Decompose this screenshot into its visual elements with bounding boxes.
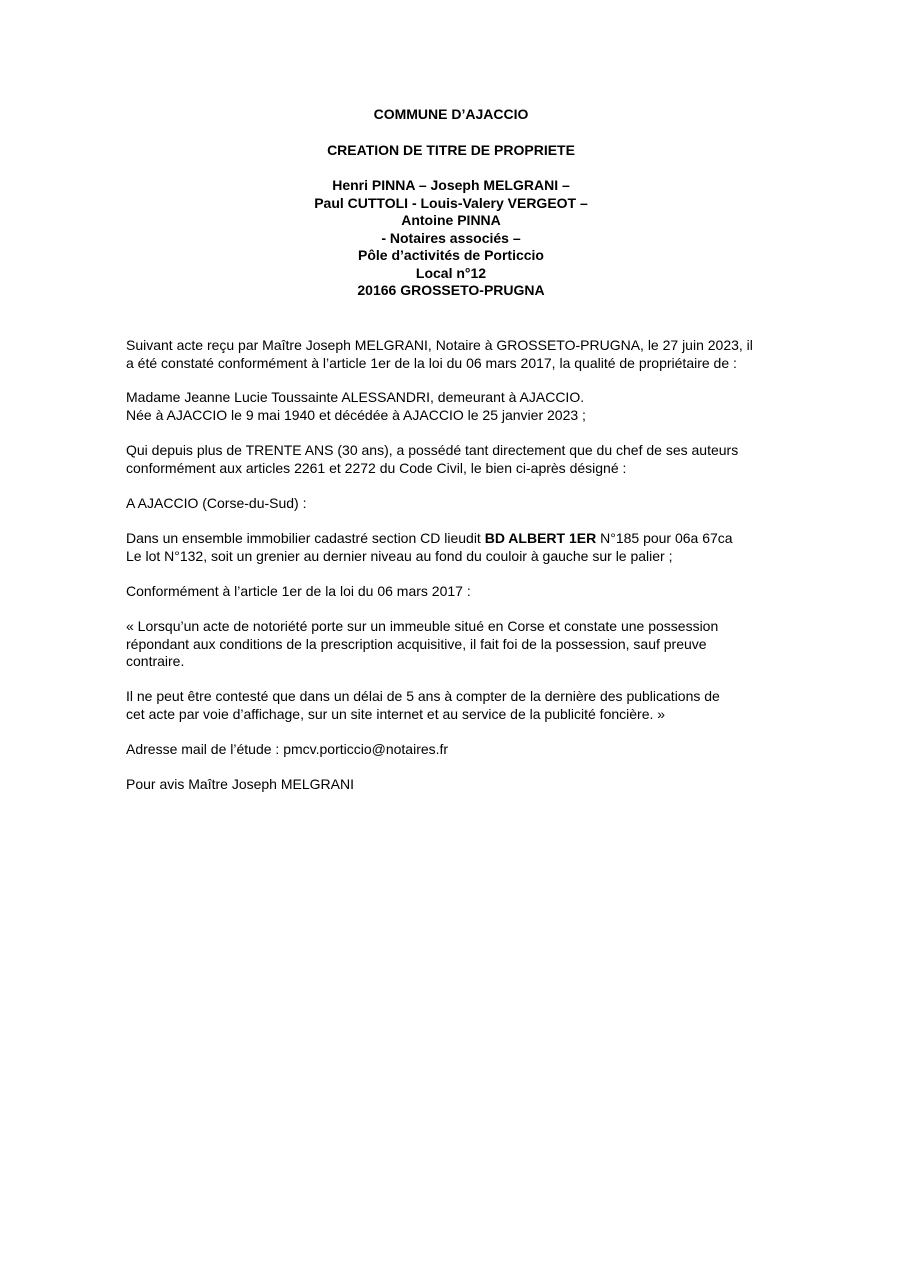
paragraph-proprietaire [126, 389, 786, 424]
paragraph-citation [126, 618, 786, 671]
text-line [126, 530, 786, 548]
text-line: répondant aux conditions de la prescription acquisitive, il fait foi de la possession, sauf preuve [126, 635, 707, 652]
notaires-line: Paul CUTTOLI - Louis-Valery VERGEOT – [314, 194, 588, 211]
text-line: Le lot N°132, soit un grenier au dernier niveau au fond du couloir à gauche sur le palier ; [126, 547, 673, 564]
paragraph-delai [126, 688, 786, 723]
text-line: A AJACCIO (Corse-du-Sud) : [126, 495, 307, 511]
notaires-line: 20166 GROSSETO-PRUGNA [357, 282, 545, 298]
text-line: Adresse mail de l’étude : pmcv.porticcio@notaires.fr [126, 741, 449, 757]
lieudit-name: BD ALBERT 1ER [484, 530, 597, 546]
text-line: cet acte par voie d’affichage, sur un site internet et au service de la publicité foncière. » [126, 705, 666, 722]
notaires-line: Pôle d’activités de Porticcio [358, 247, 544, 263]
text-line: « Lorsqu’un acte de notoriété porte sur un immeuble situé en Corse et constate une possession [126, 618, 719, 634]
document-title: CREATION DE TITRE DE PROPRIETE [327, 142, 575, 158]
text-line: conformément aux articles 2261 et 2272 du Code Civil, le bien ci-après désigné : [126, 459, 627, 476]
text-segment: Dans un ensemble immobilier cadastré section CD lieudit [126, 530, 485, 546]
text-line: Madame Jeanne Lucie Toussainte ALESSANDRI, demeurant à AJACCIO. [126, 389, 585, 405]
notaires-line: Henri PINNA – Joseph MELGRANI – [332, 177, 570, 193]
notaires-block [126, 177, 776, 300]
commune-heading: COMMUNE D’AJACCIO [373, 106, 529, 122]
text-line: contraire. [126, 653, 185, 669]
text-line: Il ne peut être contesté que dans un délai de 5 ans à compter de la dernière des publications de [126, 688, 720, 704]
paragraph-acte [126, 337, 786, 372]
paragraph-signature [126, 776, 786, 794]
text-line: Qui depuis plus de TRENTE ANS (30 ans), a possédé tant directement que du chef de ses auteurs [126, 442, 739, 458]
text-line: Suivant acte reçu par Maître Joseph MELGRANI, Notaire à GROSSETO-PRUGNA, le 27 juin 2023, il [126, 337, 753, 353]
paragraph-article [126, 583, 786, 601]
paragraph-designation [126, 530, 786, 565]
notaires-line: Local n°12 [415, 264, 487, 281]
notaires-line: - Notaires associés – [381, 229, 521, 246]
text-line: a été constaté conformément à l’article 1er de la loi du 06 mars 2017, la qualité de propriétaire de : [126, 354, 737, 371]
paragraph-lieu [126, 495, 786, 513]
text-line: Née à AJACCIO le 9 mai 1940 et décédée à AJACCIO le 25 janvier 2023 ; [126, 406, 586, 423]
paragraph-email [126, 741, 786, 759]
paragraph-possession [126, 442, 786, 477]
notaires-line: Antoine PINNA [401, 212, 501, 228]
text-line: Conformément à l’article 1er de la loi du 06 mars 2017 : [126, 583, 471, 599]
text-line: Pour avis Maître Joseph MELGRANI [126, 776, 354, 792]
text-segment: N°185 pour 06a 67ca [596, 530, 733, 546]
